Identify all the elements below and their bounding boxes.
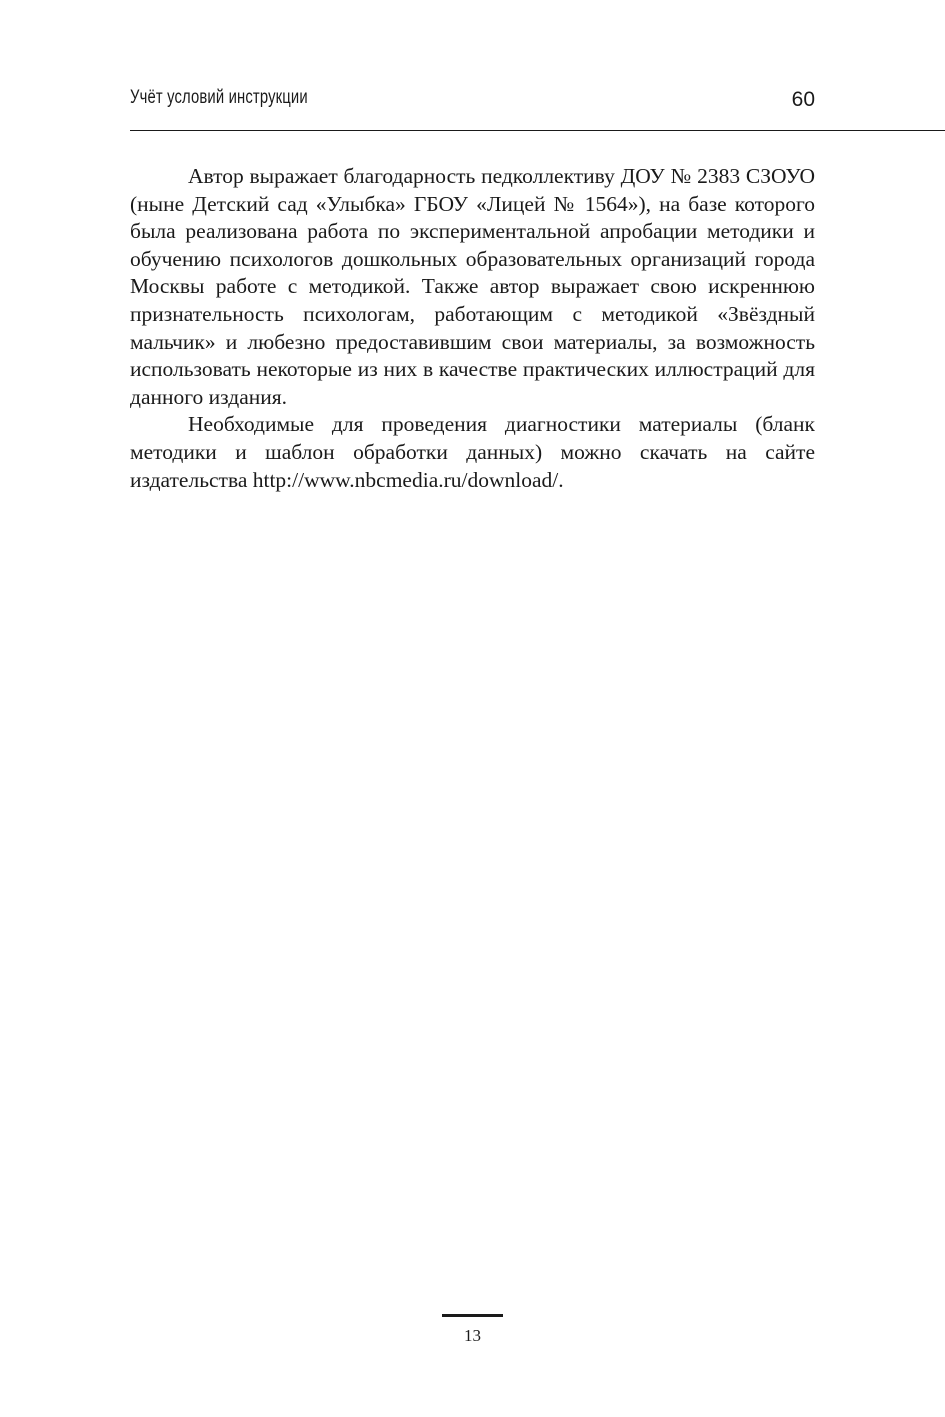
header-divider [130, 130, 945, 131]
paragraph-materials-download: Необходимые для проведения диагностики материалы (бланк методики и шаблон обработки данных) можно скачать на сайте издательства http://www.nbcmedia.ru/download/. [130, 412, 815, 492]
running-head-page-number: 60 [791, 88, 815, 111]
footer-divider [442, 1314, 503, 1317]
body-text [130, 163, 815, 494]
running-head-title: Учёт условий инструкции [130, 87, 308, 108]
folio-page-number: 13 [464, 1326, 481, 1345]
paragraph-acknowledgement: Автор выражает благодарность педколлективу ДОУ № 2383 СЗОУО (ныне Детский сад «Улыбка» ГБОУ «Лицей № 1564»), на базе которого была реализована работа по экспериментальной апробации методики и обучению психологов дошкольных образовательных организаций города Москвы работе с методикой. Также автор выражает свою искреннюю признательность психологам, работающим с методикой «Звёздный мальчик» и любезно предоставившим свои материалы, за возможность использовать некоторые из них в качестве практических иллюстраций для данного издания. [130, 164, 815, 409]
